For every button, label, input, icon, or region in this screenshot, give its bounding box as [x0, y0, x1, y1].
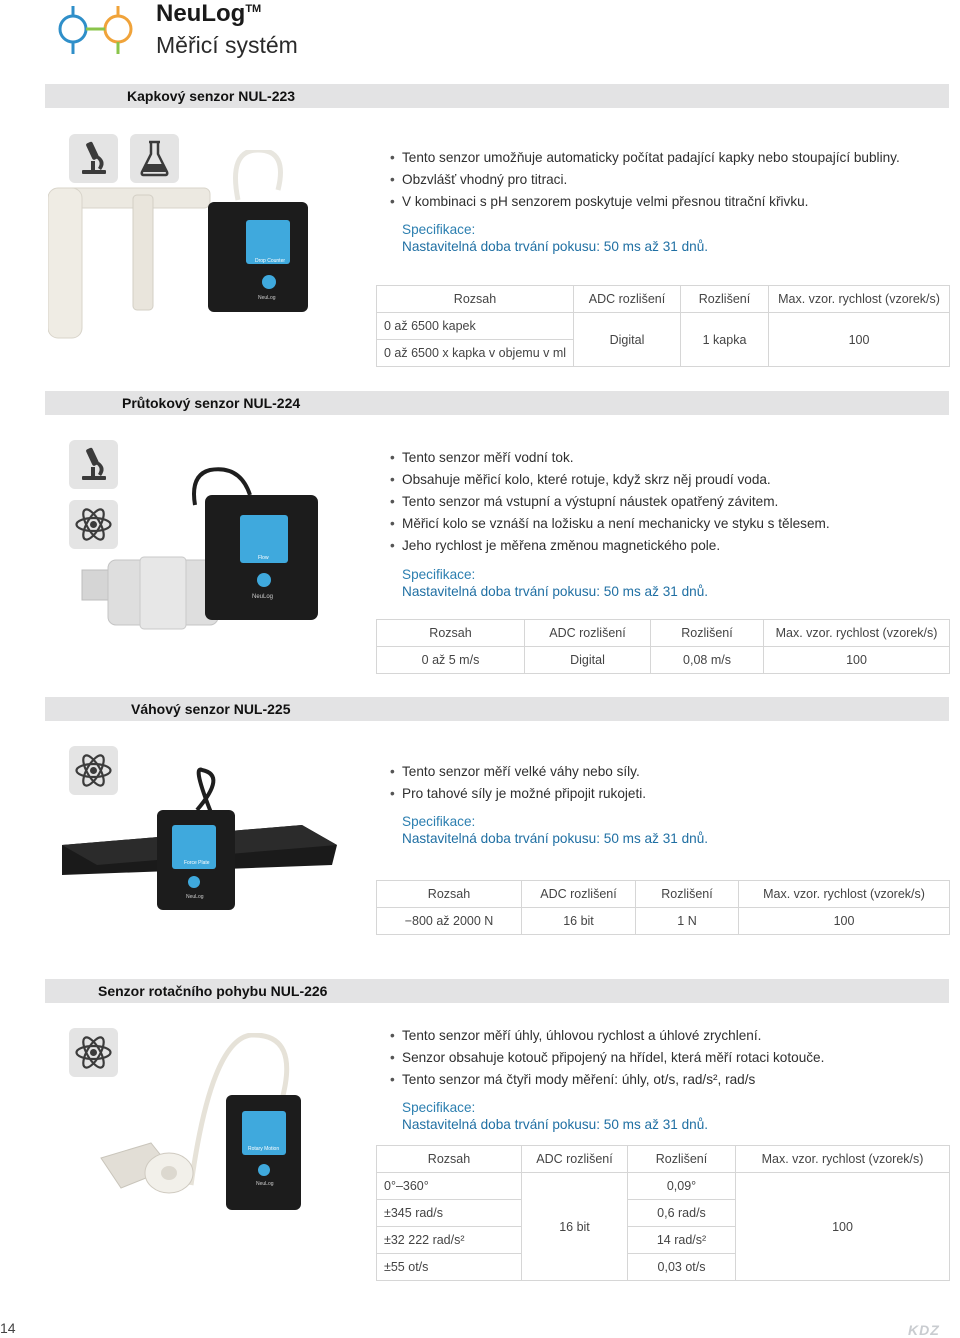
list-item: • Pro tahové síly je možné připojit rukojeti.	[390, 783, 646, 805]
table-cell: 100	[764, 647, 950, 674]
table-cell: 100	[769, 313, 950, 367]
device-brand: NeuLog	[258, 295, 276, 301]
table-cell: Digital	[574, 313, 681, 367]
list-item: • Tento senzor umožňuje automaticky počítat padající kapky nebo stoupající bubliny.	[390, 147, 900, 169]
table-cell: 100	[739, 908, 950, 935]
spec-label: Specifikace:	[402, 1100, 476, 1115]
brand-title: NeuLog™	[156, 0, 262, 27]
table-header: Max. vzor. rychlost (vzorek/s)	[739, 881, 950, 908]
spec-table	[376, 1145, 950, 1281]
table-cell: 0 až 5 m/s	[377, 647, 525, 674]
table-cell: Digital	[525, 647, 651, 674]
spec-table	[376, 285, 950, 367]
section-title: Váhový senzor NUL-225	[131, 701, 291, 717]
table-header: Rozlišení	[628, 1146, 736, 1173]
table-header: ADC rozlišení	[525, 620, 651, 647]
table-header: Rozlišení	[651, 620, 764, 647]
flow-sensor-product-image	[80, 465, 330, 640]
specification	[402, 221, 708, 255]
list-item: • Tento senzor měří velké váhy nebo síly.	[390, 761, 646, 783]
page-subtitle: Měřicí systém	[156, 32, 298, 58]
feature-list	[390, 447, 830, 557]
device-label: Drop Counter	[255, 258, 286, 264]
spec-value: Nastavitelná doba trvání pokusu: 50 ms až 31 dnů.	[402, 1117, 709, 1132]
table-cell: 1 N	[636, 908, 739, 935]
table-cell: 0°–360°	[377, 1173, 522, 1200]
section-title: Kapkový senzor NUL-223	[127, 88, 296, 104]
table-header: Rozsah	[377, 286, 574, 313]
table-cell: 100	[736, 1173, 950, 1281]
spec-value: Nastavitelná doba trvání pokusu: 50 ms až 31 dnů.	[402, 831, 709, 846]
spec-value: Nastavitelná doba trvání pokusu: 50 ms až 31 dnů.	[402, 584, 709, 599]
table-row	[377, 313, 950, 340]
list-item: • V kombinaci s pH senzorem poskytuje velmi přesnou titrační křivku.	[390, 191, 900, 213]
device-label: Flow	[258, 555, 269, 561]
table-header: Max. vzor. rychlost (vzorek/s)	[736, 1146, 950, 1173]
device-brand: NeuLog	[186, 894, 204, 900]
table-cell: 16 bit	[522, 1173, 628, 1281]
spec-label: Specifikace:	[402, 222, 476, 237]
table-header: Rozsah	[377, 620, 525, 647]
table-row	[377, 647, 950, 674]
table-cell: 0,03 ot/s	[628, 1254, 736, 1281]
table-header: Rozlišení	[681, 286, 769, 313]
table-cell: ±345 rad/s	[377, 1200, 522, 1227]
table-cell: 0 až 6500 x kapka v objemu v ml	[377, 340, 574, 367]
table-cell: ±32 222 rad/s²	[377, 1227, 522, 1254]
section-header-flow	[45, 391, 949, 415]
table-header: Max. vzor. rychlost (vzorek/s)	[769, 286, 950, 313]
force-plate-product-image	[62, 765, 342, 915]
list-item: • Měřicí kolo se vznáší na ložisku a není mechanicky ve styku s tělesem.	[390, 513, 830, 535]
list-item: • Tento senzor měří vodní tok.	[390, 447, 830, 469]
section-header-drop-counter	[45, 84, 949, 108]
device-label: Rotary Motion	[248, 1146, 280, 1152]
table-row	[377, 908, 950, 935]
section-title: Senzor rotačního pohybu NUL-226	[98, 983, 328, 999]
publisher-logo: KDZ	[908, 1322, 940, 1338]
table-header: Max. vzor. rychlost (vzorek/s)	[764, 620, 950, 647]
page-number: 14	[0, 1320, 16, 1336]
table-header-row	[377, 881, 950, 908]
table-cell: 0,08 m/s	[651, 647, 764, 674]
specification	[402, 566, 708, 600]
table-header: ADC rozlišení	[522, 881, 636, 908]
list-item: • Jeho rychlost je měřena změnou magnetického pole.	[390, 535, 830, 557]
table-header: Rozsah	[377, 881, 522, 908]
neulog-logo	[56, 4, 140, 56]
spec-value: Nastavitelná doba trvání pokusu: 50 ms až 31 dnů.	[402, 239, 709, 254]
table-cell: ±55 ot/s	[377, 1254, 522, 1281]
table-cell: 0 až 6500 kapek	[377, 313, 574, 340]
section-header-rotary-motion	[45, 979, 949, 1003]
table-header: Rozlišení	[636, 881, 739, 908]
list-item: • Obsahuje měřicí kolo, které rotuje, když skrz něj proudí voda.	[390, 469, 830, 491]
rotary-motion-product-image	[96, 1033, 336, 1218]
table-cell: 1 kapka	[681, 313, 769, 367]
table-cell: 0,6 rad/s	[628, 1200, 736, 1227]
table-header-row	[377, 286, 950, 313]
table-cell: 0,09°	[628, 1173, 736, 1200]
list-item: • Obzvlášť vhodný pro titraci.	[390, 169, 900, 191]
table-cell: −800 až 2000 N	[377, 908, 522, 935]
drop-counter-product-image	[48, 150, 318, 340]
feature-list	[390, 1025, 824, 1091]
table-header-row	[377, 1146, 950, 1173]
list-item: • Tento senzor má čtyři mody měření: úhly, ot/s, rad/s², rad/s	[390, 1069, 824, 1091]
table-cell: 14 rad/s²	[628, 1227, 736, 1254]
device-brand: NeuLog	[256, 1181, 274, 1187]
spec-label: Specifikace:	[402, 814, 476, 829]
table-row	[377, 1173, 950, 1200]
spec-table	[376, 619, 950, 674]
list-item: • Tento senzor má vstupní a výstupní náustek opatřený závitem.	[390, 491, 830, 513]
table-cell: 16 bit	[522, 908, 636, 935]
list-item: • Tento senzor měří úhly, úhlovou rychlost a úhlové zrychlení.	[390, 1025, 824, 1047]
section-title: Průtokový senzor NUL-224	[122, 395, 301, 411]
device-brand: NeuLog	[252, 594, 274, 600]
list-item: • Senzor obsahuje kotouč připojený na hřídel, která měří rotaci kotouče.	[390, 1047, 824, 1069]
table-header: ADC rozlišení	[522, 1146, 628, 1173]
feature-list	[390, 761, 646, 805]
feature-list	[390, 147, 900, 213]
table-header: Rozsah	[377, 1146, 522, 1173]
spec-table	[376, 880, 950, 935]
specification	[402, 1099, 708, 1133]
section-header-force-plate	[45, 697, 949, 721]
table-header-row	[377, 620, 950, 647]
spec-label: Specifikace:	[402, 567, 476, 582]
table-header: ADC rozlišení	[574, 286, 681, 313]
specification	[402, 813, 708, 847]
device-label: Force Plate	[184, 860, 210, 866]
